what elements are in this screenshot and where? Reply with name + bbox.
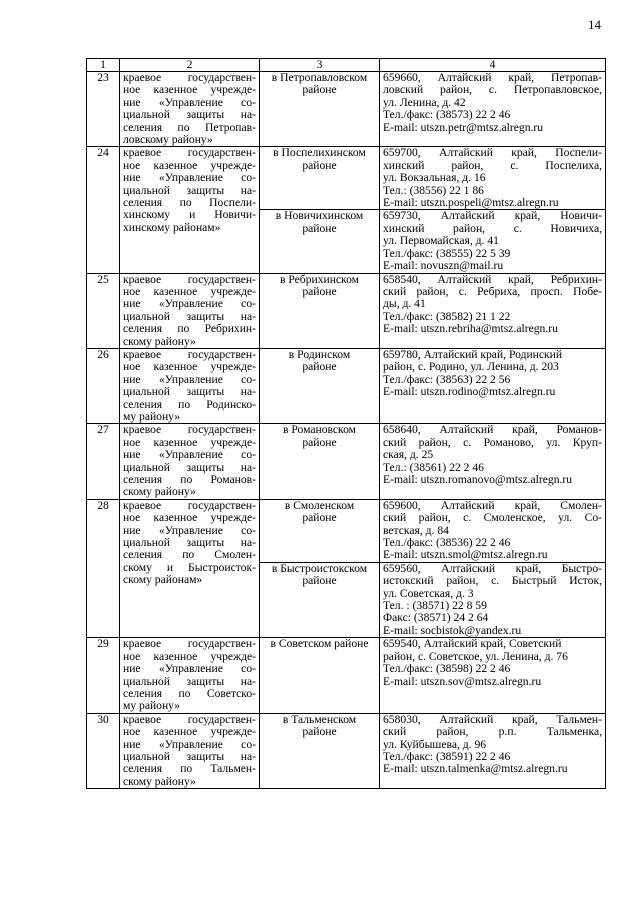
phone-line: Тел./факс: (38582) 21 1 22 xyxy=(383,309,511,323)
row-number: 23 xyxy=(87,72,120,147)
row-number: 29 xyxy=(87,638,120,713)
cell-line: скому району» xyxy=(123,485,196,499)
phone-line: Тел./факс: (38573) 22 2 46 xyxy=(383,108,511,122)
district-cell xyxy=(260,273,380,348)
cell-line: в Родинском xyxy=(288,347,351,361)
header-cell: 2 xyxy=(120,59,260,72)
district-cell xyxy=(260,562,380,637)
organization-cell xyxy=(120,713,260,788)
district-cell xyxy=(260,72,380,147)
cell-line: селения по Тальмен- xyxy=(123,762,256,776)
cell-line: краевое государствен- xyxy=(123,272,256,286)
address-line: 658030, Алтайский край, Тальмен- xyxy=(383,712,602,726)
address-line: 659540, Алтайский край, Советский xyxy=(383,637,562,651)
cell-line: краевое государствен- xyxy=(123,423,256,437)
cell-line: в Тальменском xyxy=(282,712,357,726)
address-line: ский район, с. Романово, ул. Круп- xyxy=(383,435,602,449)
row-number: 28 xyxy=(87,499,120,637)
phone-line: Тел./факс: (38598) 22 2 46 xyxy=(383,662,511,676)
cell-line: ное казенное учрежде- xyxy=(123,649,256,663)
cell-line: в Смоленском xyxy=(284,498,355,512)
email-line: E-mail: utszn.pospeli@mtsz.alregn.ru xyxy=(383,196,559,210)
district-cell xyxy=(260,499,380,562)
address-cell xyxy=(380,348,606,423)
email-line: E-mail: utszn.sov@mtsz.alregn.ru xyxy=(383,674,542,688)
address-line: район, с. Родино, ул. Ленина, д. 203 xyxy=(383,360,559,374)
district-cell xyxy=(260,638,380,713)
address-line: ул. Куйбышева, д. 96 xyxy=(383,737,487,751)
table-body xyxy=(87,72,606,789)
address-line: 659700, Алтайский край, Поспели- xyxy=(383,146,602,160)
cell-line: районе xyxy=(302,83,337,97)
address-line: ский район, с. Ребриха, просп. Побе- xyxy=(383,284,602,298)
row-number: 27 xyxy=(87,424,120,499)
cell-line: циальной защиты на- xyxy=(123,536,256,550)
cell-line: районе xyxy=(302,284,337,298)
address-line: ул. Советская, д. 3 xyxy=(383,586,474,600)
cell-line: ние «Управление со- xyxy=(123,171,256,185)
address-line: 659730, Алтайский край, Новичи- xyxy=(383,209,602,223)
header-row xyxy=(87,59,606,72)
cell-line: му району» xyxy=(123,699,181,713)
cell-line: краевое государствен- xyxy=(123,146,256,160)
cell-line: скому районам» xyxy=(123,573,203,587)
address-line: 659600, Алтайский край, Смолен- xyxy=(383,498,602,512)
address-cell xyxy=(380,72,606,147)
header-cell: 3 xyxy=(260,59,380,72)
cell-line: в Быстроистокском xyxy=(271,561,368,575)
row-number: 30 xyxy=(87,713,120,788)
header-cell: 1 xyxy=(87,59,120,72)
address-line: ский район, с. Смоленское, ул. Со- xyxy=(383,511,602,525)
address-line: район, с. Советское, ул. Ленина, д. 76 xyxy=(383,649,568,663)
cell-line: в Петропавловском xyxy=(271,71,368,84)
cell-line: селения по Поспели- xyxy=(123,196,256,210)
cell-line: районе xyxy=(302,221,337,235)
email-line: E-mail: socbistok@yandex.ru xyxy=(383,623,522,637)
cell-line: в Поспелихинском xyxy=(273,146,366,160)
table-row xyxy=(87,273,606,348)
address-cell xyxy=(380,273,606,348)
email-line: E-mail: utszn.petr@mtsz.alregn.ru xyxy=(383,120,544,134)
phone-line: Тел.: (38556) 22 1 86 xyxy=(383,183,484,197)
cell-line: хинскому районам» xyxy=(123,220,221,234)
cell-line: районе xyxy=(302,435,337,449)
address-cell xyxy=(380,638,606,713)
cell-line: скому району» xyxy=(123,774,196,788)
cell-line: ние «Управление со- xyxy=(123,372,256,386)
address-cell xyxy=(380,499,606,562)
organization-cell xyxy=(120,72,260,147)
cell-line: в Романовском xyxy=(282,423,357,437)
district-cell xyxy=(260,147,380,210)
district-cell xyxy=(260,210,380,273)
cell-line: ние «Управление со- xyxy=(123,737,256,751)
cell-line: краевое государствен- xyxy=(123,347,256,361)
row-number: 26 xyxy=(87,348,120,423)
address-line: 659660, Алтайский край, Петропав- xyxy=(383,71,602,84)
address-line: хинский район, с. Поспелиха, xyxy=(383,158,602,172)
table-row xyxy=(87,348,606,423)
cell-line: районе xyxy=(302,158,337,172)
email-line: E-mail: utszn.talmenka@mtsz.alregn.ru xyxy=(383,762,568,776)
cell-line: в Ребрихинском xyxy=(279,272,360,286)
email-line: E-mail: utszn.rodino@mtsz.alregn.ru xyxy=(383,385,556,399)
address-line: 659560, Алтайский край, Быстро- xyxy=(383,561,602,575)
email-line: E-mail: utszn.smol@mtsz.alregn.ru xyxy=(383,548,548,562)
phone-line: Факс: (38571) 24 2 64 xyxy=(383,611,489,625)
district-cell xyxy=(260,424,380,499)
organization-cell xyxy=(120,499,260,637)
address-cell xyxy=(380,424,606,499)
email-line: E-mail: novuszn@mail.ru xyxy=(383,259,504,273)
address-line: ул. Ленина, д. 42 xyxy=(383,95,466,109)
cell-line: ние «Управление со- xyxy=(123,95,256,109)
address-line: ды, д. 41 xyxy=(383,297,426,311)
cell-line: районе xyxy=(302,725,337,739)
cell-line: ное казенное учрежде- xyxy=(123,435,256,449)
cell-line: селения по Романов- xyxy=(123,473,256,486)
address-cell xyxy=(380,562,606,637)
cell-line: ние «Управление со- xyxy=(123,523,256,537)
cell-line: селения по Петропав- xyxy=(123,120,256,134)
address-line: истокский район, с. Быстрый Исток, xyxy=(383,574,602,588)
cell-line: селения по Смолен- xyxy=(123,548,256,562)
phone-line: Тел./факс: (38555) 22 5 39 xyxy=(383,246,511,260)
cell-line: ное казенное учрежде- xyxy=(123,511,256,525)
cell-line: краевое государствен- xyxy=(123,637,256,651)
address-line: ский район, р.п. Тальменка, xyxy=(383,725,602,739)
phone-line: Тел./факс: (38563) 22 2 56 xyxy=(383,372,511,386)
cell-line: ние «Управление со- xyxy=(123,662,256,676)
district-cell xyxy=(260,713,380,788)
cell-line: ловскому району» xyxy=(123,133,213,147)
address-cell xyxy=(380,210,606,273)
address-line: 658640, Алтайский край, Романов- xyxy=(383,423,602,437)
cell-line: циальной защиты на- xyxy=(123,108,256,122)
cell-line: ное казенное учрежде- xyxy=(123,360,256,374)
table-row xyxy=(87,499,606,562)
header-cell: 4 xyxy=(380,59,606,72)
cell-line: циальной защиты на- xyxy=(123,309,256,323)
email-line: E-mail: utszn.romanovo@mtsz.alregn.ru xyxy=(383,473,573,486)
cell-line: краевое государствен- xyxy=(123,712,256,726)
table-row xyxy=(87,424,606,499)
cell-line: районе xyxy=(302,360,337,374)
district-cell xyxy=(260,348,380,423)
organization-cell xyxy=(120,424,260,499)
table-row xyxy=(87,638,606,713)
phone-line: Тел.: (38561) 22 2 46 xyxy=(383,460,484,474)
organization-cell xyxy=(120,147,260,273)
cell-line: ние «Управление со- xyxy=(123,448,256,462)
address-line: хинский район, с. Новичиха, xyxy=(383,221,602,235)
address-line: ветская, д. 84 xyxy=(383,523,449,537)
cell-line: краевое государствен- xyxy=(123,498,256,512)
address-line: ул. Вокзальная, д. 16 xyxy=(383,171,486,185)
cell-line: районе xyxy=(302,574,337,588)
page-number: 14 xyxy=(588,17,601,32)
email-line: E-mail: utszn.rebriha@mtsz.alregn.ru xyxy=(383,322,558,336)
row-number: 25 xyxy=(87,273,120,348)
cell-line: селения по Ребрихин- xyxy=(123,322,256,336)
address-cell xyxy=(380,147,606,210)
cell-line: ное казенное учрежде- xyxy=(123,725,256,739)
cell-line: му району» xyxy=(123,409,181,423)
address-line: 659780, Алтайский край, Родинский xyxy=(383,347,563,361)
cell-line: хинскому и Новичи- xyxy=(123,208,256,222)
table-row xyxy=(87,72,606,147)
row-number: 24 xyxy=(87,147,120,273)
cell-line: циальной защиты на- xyxy=(123,385,256,399)
table-row xyxy=(87,713,606,788)
address-line: ловский район, с. Петропавловское, xyxy=(383,83,602,97)
registry-table xyxy=(86,58,606,789)
cell-line: в Советском районе xyxy=(270,637,369,651)
cell-line: в Новичихинском xyxy=(275,209,364,223)
address-line: ская, д. 25 xyxy=(383,448,434,462)
organization-cell xyxy=(120,348,260,423)
cell-line: ние «Управление со- xyxy=(123,297,256,311)
address-cell xyxy=(380,713,606,788)
cell-line: циальной защиты на- xyxy=(123,183,256,197)
cell-line: ное казенное учрежде- xyxy=(123,158,256,172)
phone-line: Тел./факс: (38536) 22 2 46 xyxy=(383,536,511,550)
cell-line: циальной защиты на- xyxy=(123,749,256,763)
cell-line: ное казенное учрежде- xyxy=(123,83,256,97)
phone-line: Тел./факс: (38591) 22 2 46 xyxy=(383,749,511,763)
cell-line: циальной защиты на- xyxy=(123,460,256,474)
cell-line: селения по Родинско- xyxy=(123,397,256,411)
address-line: 658540, Алтайский край, Ребрихин- xyxy=(383,272,602,286)
organization-cell xyxy=(120,273,260,348)
cell-line: скому району» xyxy=(123,334,196,348)
address-line: ул. Первомайская, д. 41 xyxy=(383,234,499,248)
cell-line: селения по Советско- xyxy=(123,686,256,700)
cell-line: скому и Быстроисток- xyxy=(123,560,256,574)
table-row xyxy=(87,147,606,210)
cell-line: краевое государствен- xyxy=(123,71,256,84)
cell-line: районе xyxy=(302,511,337,525)
cell-line: циальной защиты на- xyxy=(123,674,256,688)
cell-line: ное казенное учрежде- xyxy=(123,284,256,298)
organization-cell xyxy=(120,638,260,713)
phone-line: Тел. : (38571) 22 8 59 xyxy=(383,599,487,613)
